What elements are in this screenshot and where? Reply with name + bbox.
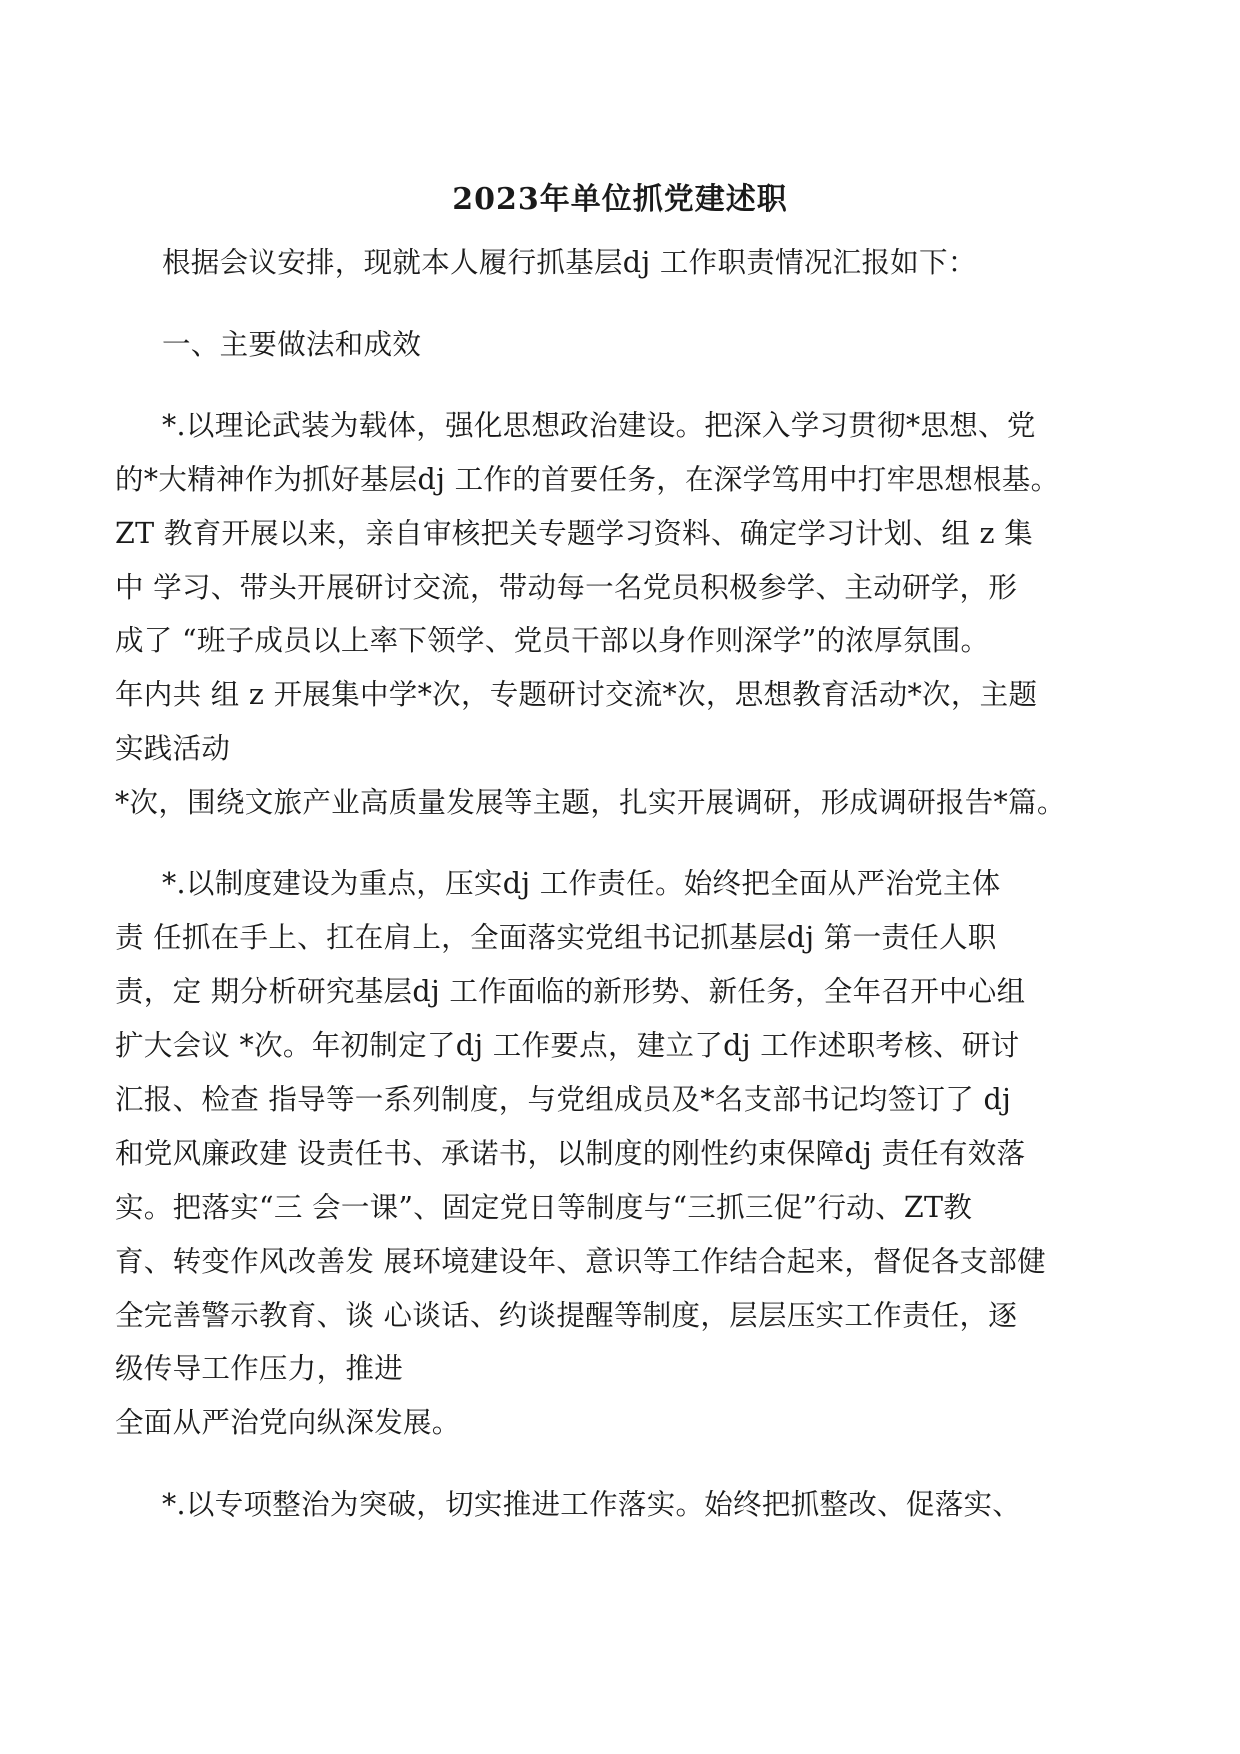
paragraph-line: *次，围绕文旅产业高质量发展等主题，扎实开展调研，形成调研报告*篇。: [115, 786, 1066, 819]
intro-line: 根据会议安排，现就本人履行抓基层dj 工作职责情况汇报如下：: [162, 246, 977, 279]
paragraph-line: 全完善警示教育、谈 心谈话、约谈提醒等制度，层层压实工作责任，逐: [115, 1299, 1018, 1332]
paragraph-line: 全面从严治党向纵深发展。: [115, 1406, 461, 1439]
paragraph-line: ZT 教育开展以来，亲自审核把关专题学习资料、确定学习计划、组 z 集: [115, 517, 1034, 550]
paragraph-line: 年内共 组 z 开展集中学*次，专题研讨交流*次，思想教育活动*次，主题: [115, 678, 1038, 711]
paragraph-line: 责 任抓在手上、扛在肩上，全面落实党组书记抓基层dj 第一责任人职: [115, 921, 997, 954]
document-title: 2023年单位抓党建述职: [452, 182, 788, 217]
paragraph-line: 责，定 期分析研究基层dj 工作面临的新形势、新任务，全年召开中心组: [115, 975, 1026, 1008]
paragraph-line: 的*大精神作为抓好基层dj 工作的首要任务，在深学笃用中打牢思想根基。: [115, 463, 1060, 496]
paragraph-line: 扩大会议 *次。年初制定了dj 工作要点，建立了dj 工作述职考核、研讨: [115, 1029, 1020, 1062]
paragraph-line: 成了 “班子成员以上率下领学、党员干部以身作则深学”的浓厚氛围。: [115, 624, 990, 657]
paragraph-line: 实践活动: [115, 732, 231, 765]
paragraph-line: 和党风廉政建 设责任书、承诺书，以制度的刚性约束保障dj 责任有效落: [115, 1137, 1026, 1170]
paragraph-line: 级传导工作压力，推进: [115, 1352, 404, 1385]
paragraph-line: 汇报、检查 指导等一系列制度，与党组成员及*名支部书记均签订了 dj: [115, 1083, 1012, 1116]
paragraph-line: 中 学习、带头开展研讨交流，带动每一名党员积极参学、主动研学，形: [115, 571, 1018, 604]
paragraph-line: *.以理论武装为载体，强化思想政治建设。把深入学习贯彻*思想、党: [162, 409, 1036, 442]
paragraph-line: 实。把落实“三 会一课”、固定党日等制度与“三抓三促”行动、ZT教: [115, 1191, 973, 1224]
paragraph-line: *.以专项整治为突破，切实推进工作落实。始终把抓整改、促落实、: [162, 1488, 1022, 1521]
paragraph-line: *.以制度建设为重点，压实dj 工作责任。始终把全面从严治党主体: [162, 867, 1001, 900]
paragraph-line: 育、转变作风改善发 展环境建设年、意识等工作结合起来，督促各支部健: [115, 1245, 1046, 1278]
section-heading: 一、主要做法和成效: [162, 328, 422, 361]
